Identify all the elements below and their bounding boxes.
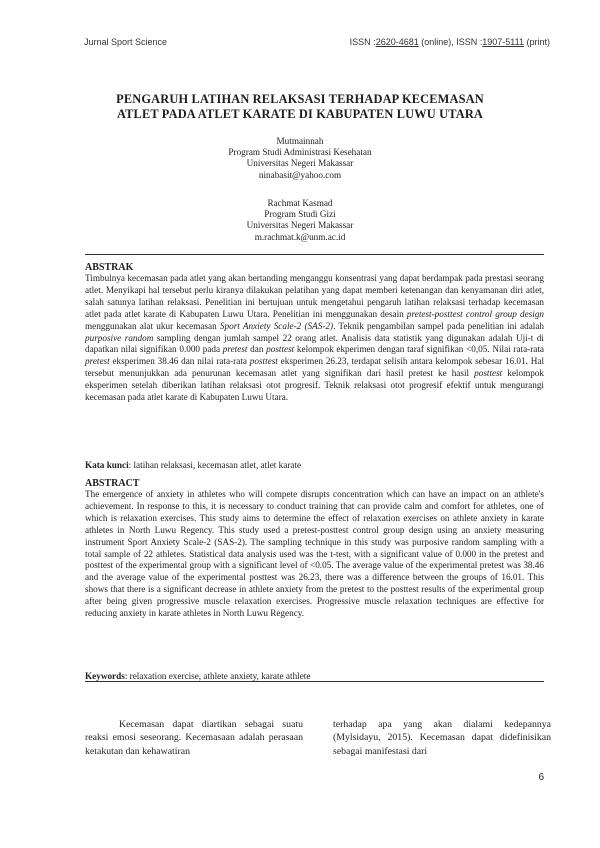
author-university: Universitas Negeri Makassar <box>246 158 354 169</box>
body-column-left: Kecemasan dapat diartikan sebagai suatu reaksi emosi seseorang. Kecemasaan adalah perasaan ketakutan dan kehawatiran <box>85 719 303 757</box>
kata-kunci: Kata kunci: latihan relaksasi, kecemasan atlet, atlet karate <box>85 460 302 470</box>
abstrak-text: Timbulnya kecemasan pada atlet yang akan bertanding menganggu konsentrasi yang dapat berdampak pada prestasi seorang atlet. Menyikapi hal tersebut perlu kiranya dilakukan pelatihan yang dapat memberi ketenangan dan kenyamanan diri atlet, salah satunya latihan relaksasi. Penelitian ini bertujuan untuk mengetahui pengaruh latihan relaksasi terhadap kecemasan atlet pada atlet karate di Kabupaten Luwu Utara. Penelitian ini menggunakan desain pretest-posttest control group design menggunakan alat ukur kecemasan Sport Anxiety Scale-2 (SAS-2). Teknik pengambilan sampel pada penelitian ini adalah purposive random sampling dengan jumlah sampel 22 orang atlet. Analisis data statistik yang digunakan adalah Uji-t di dapatkan nilai signifikan 0.000 pada pretest dan posttest kelompok ekperimen dengan taraf signifikan <0,05. Nilai rata-rata pretest eksperimen 38.46 dan nilai rata-rata posttest eksperimen 26.23, terdapat selisih antara kelompok sebesar 16.01. Hal tersebut menunjukkan ada penurunan kecemasan atlet yang signifikan dari hasil pretest ke hasil posttest kelompok eksperimen setelah diberikan latihan relaksasi otot progresif. Teknik relaksasi otot progresif efektif untuk mengurangi kecemasan pada atlet karate di Kabupaten Luwu Utara. <box>85 273 545 403</box>
page-number: 6 <box>538 772 544 783</box>
body-column-right: terhadap apa yang akan dialami kedepannya (Mylsidayu, 2015). Kecemasan dapat didefinisikan sebagai manifestasi dari <box>333 719 551 757</box>
author-block-1 <box>60 136 540 181</box>
author-email: m.rachmat.k@unm.ac.id <box>254 231 346 242</box>
paper-title: PENGARUH LATIHAN RELAKSASI TERHADAP KECEMASAN ATLET PADA ATLET KARATE DI KABUPATEN LUWU UTARA <box>116 92 484 121</box>
issn-print-link[interactable]: 1907-5111 <box>482 37 524 47</box>
issn-online-link[interactable]: 2620-4681 <box>375 37 419 47</box>
divider-top <box>85 254 544 255</box>
abstract-text: The emergence of anxiety in athletes who will compete disrupts concentration which can have an impact on an athlete's achievement. In response to this, it is necessary to conduct training that can provide calm and comfort for athletes, one of which is relaxation exercises. This study aims to determine the effect of relaxation exercises on athlete anxiety in karate athletes in North Luwu Regency. This study used a pretest-posttest control group design using an anxiety measuring instrument Sport Anxiety Scale-2 (SAS-2). The sampling technique in this study was purposive random sampling with a total sample of 22 athletes. Statistical data analysis used was the t-test, with a significant value of 0.000 in the pretest and posttest of the experimental group with a significant level of <0.05. The average value of the experimental pretest was 38.46 and the average value of the experimental posttest was 26.23, there was a difference between the groups of 16.01. This shows that there is a significant decrease in athlete anxiety from the pretest to the posttest results of the experimental group after being given progressive muscle relaxation exercises. Progressive muscle relaxation techniques are effective for reducing anxiety in karate athletes in North Luwu Regency. <box>85 489 544 619</box>
author-name: Mutmainnah <box>276 136 324 146</box>
abstract-section <box>85 478 544 620</box>
abstrak-heading: ABSTRAK <box>85 262 134 273</box>
author-name: Rachmat Kasmad <box>267 198 333 208</box>
author-email: ninabasit@yahoo.com <box>258 169 342 180</box>
issn-info: ISSN :2620-4681 (online), ISSN :1907-5111 (print) <box>349 37 550 47</box>
keywords: Keywords: relaxation exercise, athlete anxiety, karate athlete <box>85 671 311 681</box>
author-block-2 <box>60 198 540 243</box>
abstrak-section <box>85 262 544 404</box>
abstract-heading: ABSTRACT <box>85 478 140 489</box>
journal-name: Jurnal Sport Science <box>84 37 168 47</box>
author-program: Program Studi Gizi <box>264 209 336 220</box>
author-program: Program Studi Administrasi Kesehatan <box>228 147 372 158</box>
divider-bottom <box>85 681 544 682</box>
author-university: Universitas Negeri Makassar <box>246 220 354 231</box>
